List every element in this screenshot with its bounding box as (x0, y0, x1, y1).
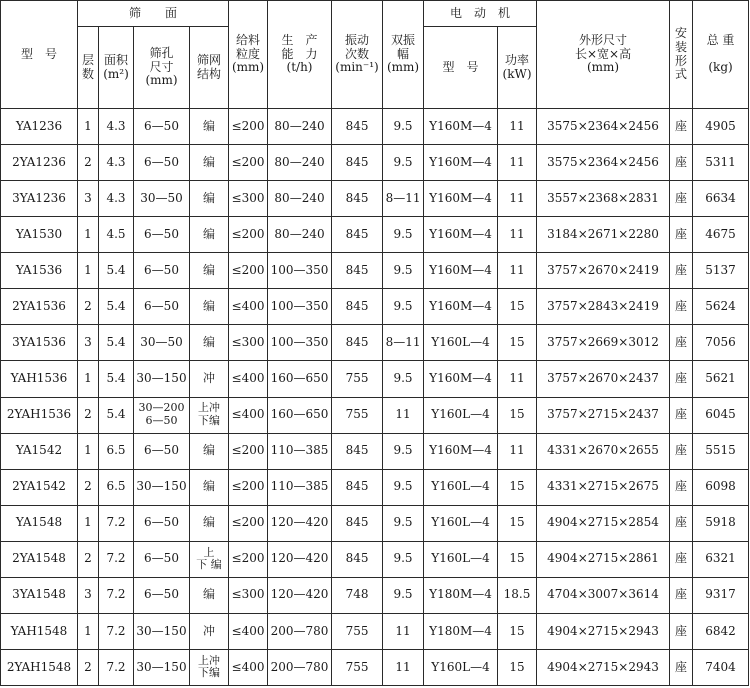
header-capacity: 生 产 能 力 (t/h) (268, 1, 332, 109)
cell-mesh: 编 (190, 253, 229, 289)
cell-weight: 9317 (693, 577, 749, 613)
cell-dims: 4331×2670×2655 (537, 433, 670, 469)
cell-aperture: 6—50 (134, 145, 190, 181)
cell-layers: 2 (78, 469, 99, 505)
cell-aperture: 30—150 (134, 613, 190, 649)
cell-area: 7.2 (99, 505, 134, 541)
cell-capacity: 100—350 (268, 253, 332, 289)
cell-vibration: 755 (332, 397, 383, 433)
cell-vibration: 845 (332, 109, 383, 145)
cell-aperture: 30—150 (134, 361, 190, 397)
cell-motor-model: Y160L—4 (424, 649, 498, 685)
cell-capacity: 80—240 (268, 109, 332, 145)
cell-motor-model: Y160L—4 (424, 469, 498, 505)
cell-layers: 1 (78, 253, 99, 289)
cell-power: 11 (498, 433, 537, 469)
cell-capacity: 80—240 (268, 217, 332, 253)
cell-aperture: 6—50 (134, 217, 190, 253)
cell-install: 座 (670, 505, 693, 541)
cell-power: 15 (498, 397, 537, 433)
table-row (1, 433, 749, 469)
cell-motor-model: Y160M—4 (424, 433, 498, 469)
cell-install: 座 (670, 253, 693, 289)
cell-amplitude: 9.5 (383, 253, 424, 289)
cell-power: 11 (498, 253, 537, 289)
cell-feed: ≤200 (229, 109, 268, 145)
cell-dims: 4331×2715×2675 (537, 469, 670, 505)
cell-feed: ≤400 (229, 289, 268, 325)
cell-weight: 7056 (693, 325, 749, 361)
table-body (1, 109, 749, 686)
cell-model: 3YA1548 (1, 577, 78, 613)
cell-weight: 5624 (693, 289, 749, 325)
cell-vibration: 845 (332, 433, 383, 469)
header-model: 型 号 (1, 1, 78, 109)
cell-amplitude: 9.5 (383, 109, 424, 145)
cell-amplitude: 9.5 (383, 433, 424, 469)
cell-dims: 3557×2368×2831 (537, 181, 670, 217)
cell-model: 2YAH1536 (1, 397, 78, 433)
cell-model: YA1536 (1, 253, 78, 289)
cell-model: 3YA1536 (1, 325, 78, 361)
cell-layers: 3 (78, 181, 99, 217)
cell-motor-model: Y180M—4 (424, 613, 498, 649)
cell-model: 2YA1236 (1, 145, 78, 181)
cell-model: 2YAH1548 (1, 649, 78, 685)
header-aperture: 筛孔 尺寸 (mm) (134, 27, 190, 109)
cell-mesh: 编 (190, 289, 229, 325)
cell-motor-model: Y160M—4 (424, 217, 498, 253)
cell-area: 4.3 (99, 181, 134, 217)
cell-install: 座 (670, 577, 693, 613)
cell-dims: 3757×2670×2437 (537, 361, 670, 397)
cell-power: 11 (498, 217, 537, 253)
cell-motor-model: Y160M—4 (424, 253, 498, 289)
cell-feed: ≤400 (229, 649, 268, 685)
cell-amplitude: 11 (383, 649, 424, 685)
cell-dims: 3757×2670×2419 (537, 253, 670, 289)
cell-dims: 3575×2364×2456 (537, 145, 670, 181)
cell-mesh: 编 (190, 577, 229, 613)
cell-layers: 2 (78, 145, 99, 181)
cell-feed: ≤300 (229, 577, 268, 613)
cell-capacity: 110—385 (268, 433, 332, 469)
cell-mesh: 编 (190, 505, 229, 541)
table-row (1, 577, 749, 613)
cell-motor-model: Y160M—4 (424, 361, 498, 397)
cell-weight: 6634 (693, 181, 749, 217)
cell-layers: 2 (78, 289, 99, 325)
cell-vibration: 845 (332, 505, 383, 541)
cell-install: 座 (670, 325, 693, 361)
cell-amplitude: 9.5 (383, 469, 424, 505)
cell-weight: 7404 (693, 649, 749, 685)
table-row (1, 325, 749, 361)
cell-weight: 5137 (693, 253, 749, 289)
cell-dims: 4904×2715×2854 (537, 505, 670, 541)
cell-install: 座 (670, 433, 693, 469)
cell-aperture: 6—50 (134, 541, 190, 577)
table-row (1, 469, 749, 505)
cell-install: 座 (670, 613, 693, 649)
cell-area: 7.2 (99, 649, 134, 685)
cell-vibration: 845 (332, 289, 383, 325)
table-row (1, 109, 749, 145)
cell-weight: 6098 (693, 469, 749, 505)
cell-feed: ≤200 (229, 253, 268, 289)
cell-vibration: 845 (332, 217, 383, 253)
table-row (1, 397, 749, 433)
cell-capacity: 120—420 (268, 577, 332, 613)
header-power: 功率 (kW) (498, 27, 537, 109)
cell-aperture: 6—50 (134, 253, 190, 289)
cell-capacity: 100—350 (268, 325, 332, 361)
cell-power: 15 (498, 505, 537, 541)
cell-motor-model: Y160M—4 (424, 145, 498, 181)
cell-model: YA1530 (1, 217, 78, 253)
cell-layers: 1 (78, 433, 99, 469)
cell-model: YAH1548 (1, 613, 78, 649)
cell-dims: 4904×2715×2943 (537, 649, 670, 685)
cell-power: 15 (498, 289, 537, 325)
cell-power: 15 (498, 613, 537, 649)
cell-install: 座 (670, 289, 693, 325)
header-vibration: 振动 次数 (min⁻¹) (332, 1, 383, 109)
cell-weight: 4675 (693, 217, 749, 253)
cell-layers: 3 (78, 577, 99, 613)
cell-model: 2YA1542 (1, 469, 78, 505)
header-motor-model: 型 号 (424, 27, 498, 109)
cell-feed: ≤200 (229, 217, 268, 253)
cell-motor-model: Y160L—4 (424, 541, 498, 577)
cell-weight: 6842 (693, 613, 749, 649)
cell-vibration: 845 (332, 253, 383, 289)
table-row (1, 505, 749, 541)
cell-motor-model: Y180M—4 (424, 577, 498, 613)
cell-area: 6.5 (99, 433, 134, 469)
cell-vibration: 845 (332, 181, 383, 217)
cell-mesh: 上 下 编 (190, 541, 229, 577)
cell-motor-model: Y160M—4 (424, 109, 498, 145)
cell-install: 座 (670, 649, 693, 685)
cell-feed: ≤200 (229, 145, 268, 181)
header-amplitude: 双振 幅 (mm) (383, 1, 424, 109)
cell-vibration: 845 (332, 541, 383, 577)
cell-feed: ≤400 (229, 613, 268, 649)
cell-install: 座 (670, 109, 693, 145)
cell-area: 4.5 (99, 217, 134, 253)
cell-power: 15 (498, 469, 537, 505)
cell-mesh: 编 (190, 325, 229, 361)
cell-capacity: 120—420 (268, 541, 332, 577)
cell-layers: 2 (78, 649, 99, 685)
cell-mesh: 编 (190, 109, 229, 145)
cell-layers: 1 (78, 217, 99, 253)
cell-amplitude: 9.5 (383, 541, 424, 577)
cell-weight: 5311 (693, 145, 749, 181)
cell-install: 座 (670, 541, 693, 577)
header-area: 面积 (m²) (99, 27, 134, 109)
cell-vibration: 845 (332, 469, 383, 505)
cell-power: 11 (498, 361, 537, 397)
cell-mesh: 编 (190, 469, 229, 505)
cell-feed: ≤200 (229, 469, 268, 505)
cell-dims: 3757×2669×3012 (537, 325, 670, 361)
table-row (1, 181, 749, 217)
header-install: 安 装 形 式 (670, 1, 693, 109)
cell-layers: 1 (78, 505, 99, 541)
table-row (1, 649, 749, 685)
cell-power: 18.5 (498, 577, 537, 613)
cell-capacity: 100—350 (268, 289, 332, 325)
header-feed: 给料 粒度 (mm) (229, 1, 268, 109)
cell-mesh: 编 (190, 181, 229, 217)
cell-vibration: 845 (332, 145, 383, 181)
cell-dims: 4904×2715×2943 (537, 613, 670, 649)
cell-amplitude: 9.5 (383, 289, 424, 325)
cell-weight: 6321 (693, 541, 749, 577)
cell-area: 7.2 (99, 577, 134, 613)
table-row (1, 289, 749, 325)
cell-amplitude: 8—11 (383, 181, 424, 217)
cell-amplitude: 9.5 (383, 145, 424, 181)
header-weight: 总 重 (kg) (693, 1, 749, 109)
cell-motor-model: Y160L—4 (424, 397, 498, 433)
header-screen-group: 筛 面 (78, 1, 229, 27)
cell-install: 座 (670, 181, 693, 217)
cell-mesh: 冲 (190, 613, 229, 649)
cell-dims: 4904×2715×2861 (537, 541, 670, 577)
cell-layers: 1 (78, 613, 99, 649)
cell-weight: 5918 (693, 505, 749, 541)
cell-area: 4.3 (99, 145, 134, 181)
cell-install: 座 (670, 469, 693, 505)
cell-feed: ≤300 (229, 181, 268, 217)
cell-power: 11 (498, 109, 537, 145)
cell-capacity: 80—240 (268, 181, 332, 217)
cell-layers: 1 (78, 361, 99, 397)
cell-dims: 4704×3007×3614 (537, 577, 670, 613)
header-motor-group: 电 动 机 (424, 1, 537, 27)
cell-area: 7.2 (99, 613, 134, 649)
cell-area: 5.4 (99, 397, 134, 433)
cell-model: YA1236 (1, 109, 78, 145)
cell-capacity: 160—650 (268, 397, 332, 433)
cell-install: 座 (670, 145, 693, 181)
table-row (1, 613, 749, 649)
cell-aperture: 6—50 (134, 289, 190, 325)
cell-aperture: 30—150 (134, 469, 190, 505)
cell-vibration: 755 (332, 613, 383, 649)
cell-vibration: 845 (332, 325, 383, 361)
cell-mesh: 编 (190, 433, 229, 469)
cell-mesh: 上冲 下编 (190, 649, 229, 685)
cell-motor-model: Y160M—4 (424, 181, 498, 217)
cell-feed: ≤200 (229, 505, 268, 541)
cell-aperture: 6—50 (134, 505, 190, 541)
cell-power: 15 (498, 649, 537, 685)
cell-amplitude: 9.5 (383, 505, 424, 541)
cell-aperture: 30—50 (134, 181, 190, 217)
table-row (1, 253, 749, 289)
cell-install: 座 (670, 217, 693, 253)
cell-amplitude: 11 (383, 397, 424, 433)
cell-feed: ≤200 (229, 433, 268, 469)
cell-capacity: 80—240 (268, 145, 332, 181)
table-row (1, 541, 749, 577)
cell-aperture: 6—50 (134, 433, 190, 469)
cell-power: 15 (498, 541, 537, 577)
cell-model: YAH1536 (1, 361, 78, 397)
cell-aperture: 6—50 (134, 577, 190, 613)
table-row (1, 361, 749, 397)
cell-model: YA1548 (1, 505, 78, 541)
cell-capacity: 110—385 (268, 469, 332, 505)
cell-amplitude: 9.5 (383, 577, 424, 613)
cell-weight: 6045 (693, 397, 749, 433)
cell-aperture: 30—200 6—50 (134, 397, 190, 433)
cell-power: 11 (498, 145, 537, 181)
cell-vibration: 755 (332, 649, 383, 685)
cell-area: 6.5 (99, 469, 134, 505)
cell-vibration: 748 (332, 577, 383, 613)
cell-layers: 1 (78, 109, 99, 145)
cell-model: 2YA1548 (1, 541, 78, 577)
cell-motor-model: Y160L—4 (424, 505, 498, 541)
cell-mesh: 编 (190, 145, 229, 181)
cell-layers: 3 (78, 325, 99, 361)
cell-amplitude: 11 (383, 613, 424, 649)
cell-area: 5.4 (99, 325, 134, 361)
cell-power: 15 (498, 325, 537, 361)
cell-motor-model: Y160M—4 (424, 289, 498, 325)
cell-feed: ≤400 (229, 397, 268, 433)
cell-model: YA1542 (1, 433, 78, 469)
cell-amplitude: 9.5 (383, 361, 424, 397)
cell-weight: 5515 (693, 433, 749, 469)
cell-install: 座 (670, 397, 693, 433)
cell-capacity: 200—780 (268, 613, 332, 649)
cell-area: 5.4 (99, 289, 134, 325)
table-row (1, 217, 749, 253)
cell-capacity: 120—420 (268, 505, 332, 541)
cell-dims: 3757×2715×2437 (537, 397, 670, 433)
header-dims: 外形尺寸 长×宽×高 (mm) (537, 1, 670, 109)
cell-feed: ≤300 (229, 325, 268, 361)
header-layers: 层 数 (78, 27, 99, 109)
cell-layers: 2 (78, 397, 99, 433)
cell-install: 座 (670, 361, 693, 397)
cell-motor-model: Y160L—4 (424, 325, 498, 361)
cell-vibration: 755 (332, 361, 383, 397)
cell-area: 5.4 (99, 361, 134, 397)
cell-aperture: 30—50 (134, 325, 190, 361)
cell-area: 7.2 (99, 541, 134, 577)
cell-aperture: 6—50 (134, 109, 190, 145)
cell-area: 5.4 (99, 253, 134, 289)
cell-power: 11 (498, 181, 537, 217)
cell-capacity: 200—780 (268, 649, 332, 685)
cell-model: 3YA1236 (1, 181, 78, 217)
cell-dims: 3757×2843×2419 (537, 289, 670, 325)
cell-amplitude: 8—11 (383, 325, 424, 361)
cell-layers: 2 (78, 541, 99, 577)
cell-mesh: 编 (190, 217, 229, 253)
cell-feed: ≤200 (229, 541, 268, 577)
cell-weight: 5621 (693, 361, 749, 397)
cell-amplitude: 9.5 (383, 217, 424, 253)
cell-capacity: 160—650 (268, 361, 332, 397)
header-mesh: 筛网 结构 (190, 27, 229, 109)
cell-weight: 4905 (693, 109, 749, 145)
cell-dims: 3184×2671×2280 (537, 217, 670, 253)
cell-mesh: 上冲 下编 (190, 397, 229, 433)
table-row (1, 145, 749, 181)
cell-model: 2YA1536 (1, 289, 78, 325)
cell-aperture: 30—150 (134, 649, 190, 685)
cell-dims: 3575×2364×2456 (537, 109, 670, 145)
cell-feed: ≤400 (229, 361, 268, 397)
cell-mesh: 冲 (190, 361, 229, 397)
cell-area: 4.3 (99, 109, 134, 145)
